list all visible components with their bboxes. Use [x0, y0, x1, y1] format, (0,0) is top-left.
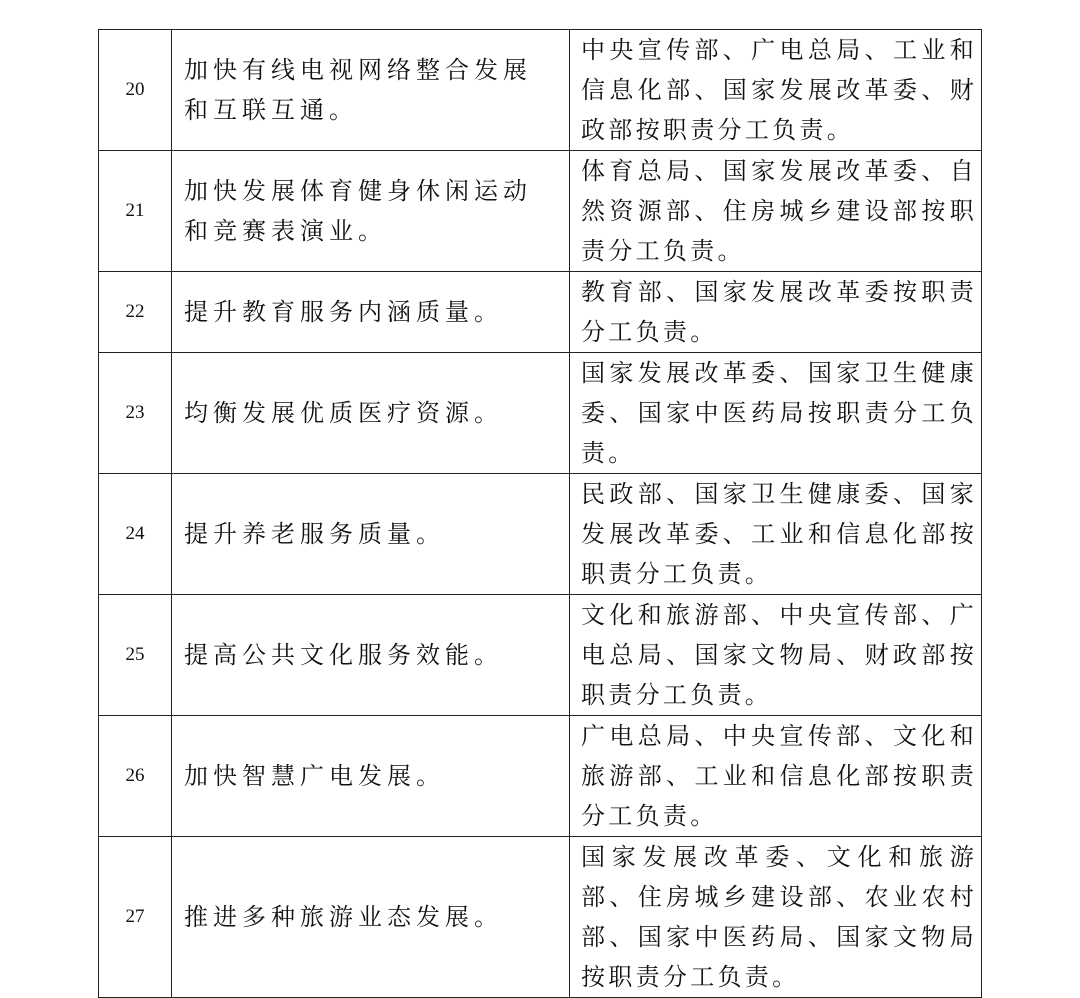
table-row [99, 716, 982, 837]
task-description: 加快智慧广电发展。 [172, 716, 570, 837]
row-number: 26 [99, 716, 172, 837]
task-description: 推进多种旅游业态发展。 [172, 837, 570, 998]
table-row [99, 595, 982, 716]
responsible-departments: 教育部、国家发展改革委按职责分工负责。 [570, 272, 982, 353]
row-number: 24 [99, 474, 172, 595]
responsible-departments: 文化和旅游部、中央宣传部、广电总局、国家文物局、财政部按职责分工负责。 [570, 595, 982, 716]
row-number: 23 [99, 353, 172, 474]
responsible-departments: 中央宣传部、广电总局、工业和信息化部、国家发展改革委、财政部按职责分工负责。 [570, 30, 982, 151]
task-table [98, 29, 982, 998]
row-number: 25 [99, 595, 172, 716]
task-description: 提升教育服务内涵质量。 [172, 272, 570, 353]
table-row [99, 272, 982, 353]
responsible-departments: 国家发展改革委、国家卫生健康委、国家中医药局按职责分工负责。 [570, 353, 982, 474]
responsible-departments: 民政部、国家卫生健康委、国家发展改革委、工业和信息化部按职责分工负责。 [570, 474, 982, 595]
task-description: 加快有线电视网络整合发展和互联互通。 [172, 30, 570, 151]
task-description: 加快发展体育健身休闲运动和竞赛表演业。 [172, 151, 570, 272]
row-number: 20 [99, 30, 172, 151]
table-row [99, 151, 982, 272]
responsible-departments: 体育总局、国家发展改革委、自然资源部、住房城乡建设部按职责分工负责。 [570, 151, 982, 272]
table-row [99, 474, 982, 595]
task-description: 提高公共文化服务效能。 [172, 595, 570, 716]
table-row [99, 837, 982, 998]
row-number: 21 [99, 151, 172, 272]
row-number: 27 [99, 837, 172, 998]
table-row [99, 30, 982, 151]
responsible-departments: 广电总局、中央宣传部、文化和旅游部、工业和信息化部按职责分工负责。 [570, 716, 982, 837]
task-description: 提升养老服务质量。 [172, 474, 570, 595]
row-number: 22 [99, 272, 172, 353]
table-row [99, 353, 982, 474]
task-description: 均衡发展优质医疗资源。 [172, 353, 570, 474]
responsible-departments: 国家发展改革委、文化和旅游部、住房城乡建设部、农业农村部、国家中医药局、国家文物局按职责分工负责。 [570, 837, 982, 998]
